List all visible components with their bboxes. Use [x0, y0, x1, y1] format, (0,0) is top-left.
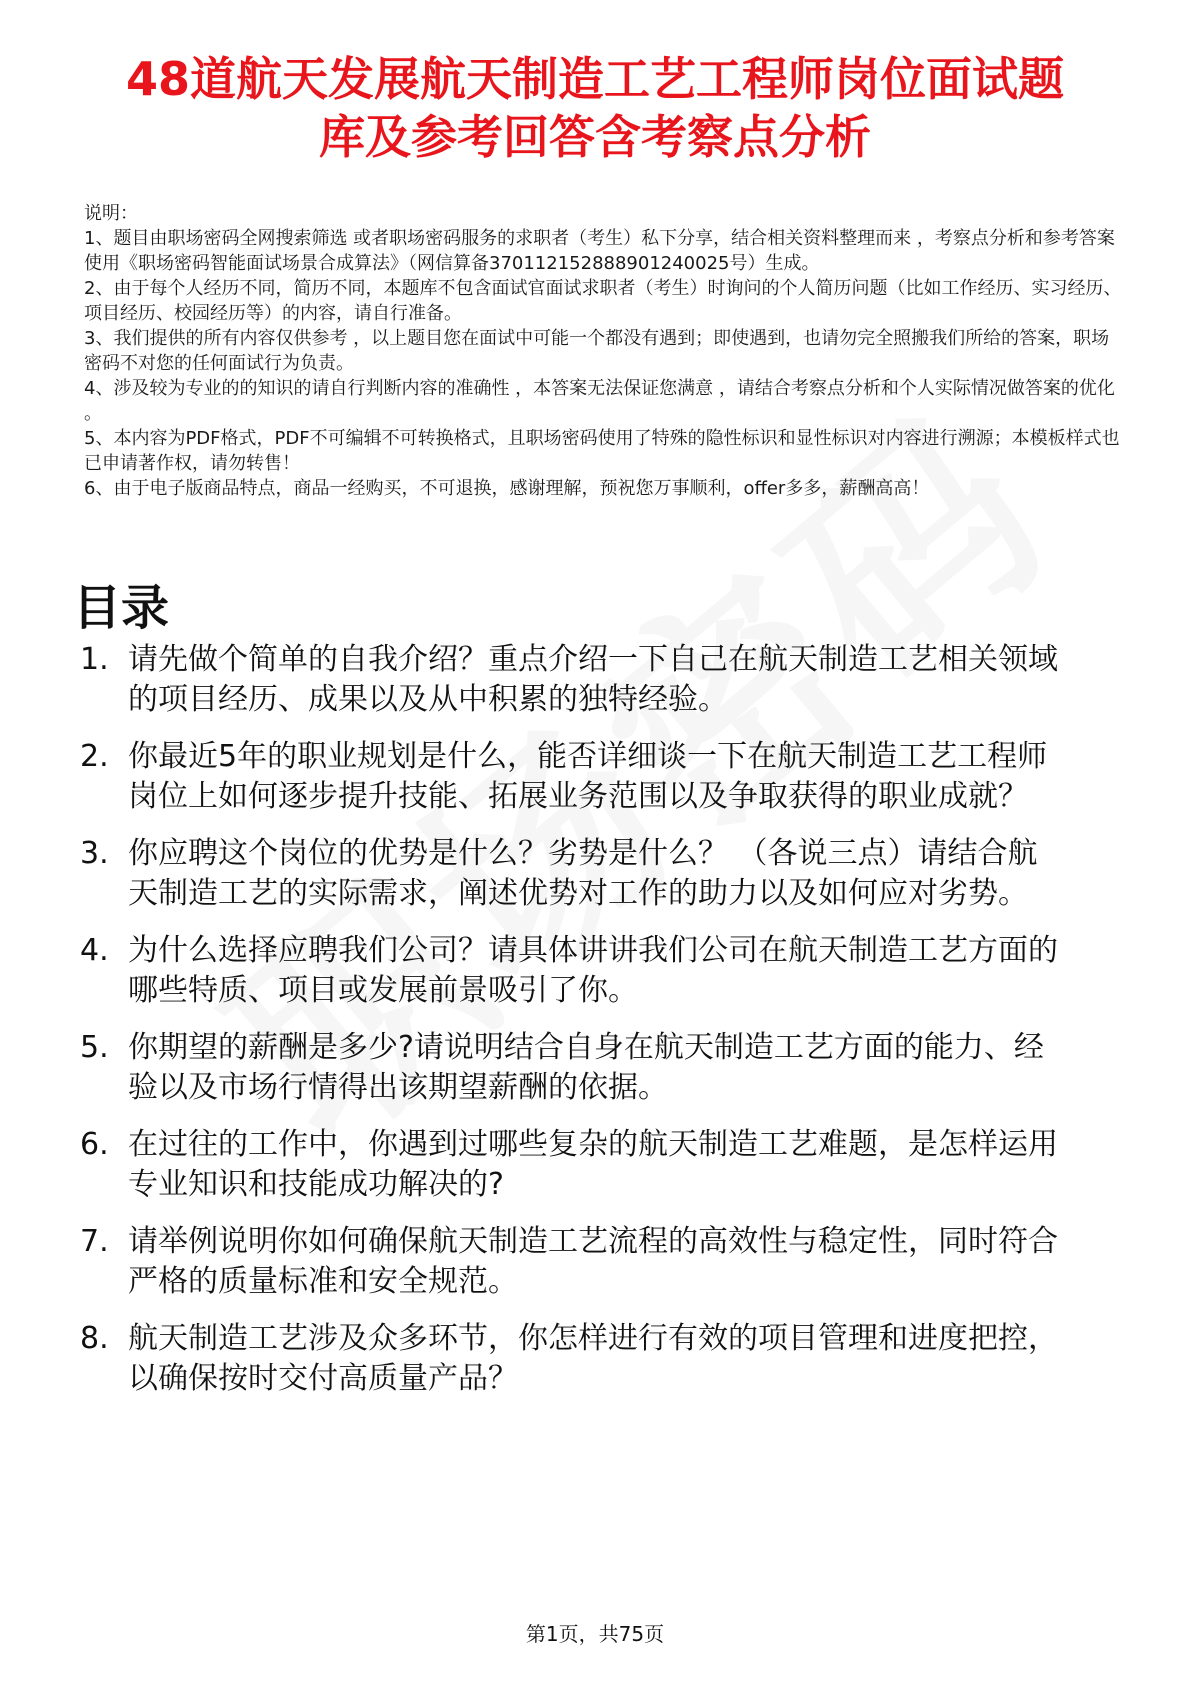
- toc-item-text: 为什么选择应聘我们公司？请具体讲讲我们公司在航天制造工艺方面的哪些特质、项目或发展前景吸引了你。: [128, 933, 1058, 1008]
- toc-item-number: 1.: [80, 642, 109, 677]
- document-title: [60, 50, 1130, 166]
- toc-item-text: 你最近5年的职业规划是什么，能否详细谈一下在航天制造工艺工程师岗位上如何逐步提升技能、拓展业务范围以及争取获得的职业成就？: [128, 739, 1048, 814]
- toc-item-number: 8.: [80, 1321, 109, 1356]
- toc-item[interactable]: [80, 640, 1140, 720]
- note-item-4: 4、涉及较为专业的的知识的请自行判断内容的准确性 ，本答案无法保证您满意 ，请结合考察点分析和个人实际情况做答案的优化 。: [84, 378, 1115, 424]
- note-item-1: 1、题目由职场密码全网搜索筛选 或者职场密码服务的求职者（考生）私下分享，结合相关资料整理而来 ，考察点分析和参考答案使用《职场密码智能面试场景合成算法》（网信算备370112152888901240025号）生成。: [84, 228, 1115, 274]
- toc-item-text: 请先做个简单的自我介绍？重点介绍一下自己在航天制造工艺相关领域的项目经历、成果以及从中积累的独特经验。: [128, 642, 1058, 717]
- toc-item-number: 6.: [80, 1127, 109, 1162]
- note-item-3: 3、我们提供的所有内容仅供参考 ，以上题目您在面试中可能一个都没有遇到；即使遇到，也请勿完全照搬我们所给的答案，职场密码不对您的任何面试行为负责。: [84, 328, 1110, 374]
- toc-item-text: 你应聘这个岗位的优势是什么？劣势是什么？ （各说三点）请结合航天制造工艺的实际需求，阐述优势对工作的助力以及如何应对劣势。: [128, 836, 1038, 911]
- toc-item[interactable]: [80, 931, 1140, 1011]
- toc-item[interactable]: [80, 1028, 1140, 1108]
- toc-list: [80, 640, 1140, 1416]
- notes-section: [84, 201, 1124, 501]
- toc-item-text: 你期望的薪酬是多少?请说明结合自身在航天制造工艺方面的能力、经验以及市场行情得出该期望薪酬的依据。: [128, 1030, 1044, 1105]
- toc-item-number: 2.: [80, 739, 109, 774]
- toc-item[interactable]: [80, 1222, 1140, 1302]
- toc-item[interactable]: [80, 834, 1140, 914]
- toc-item[interactable]: [80, 1125, 1140, 1205]
- notes-heading: 说明：: [84, 203, 138, 224]
- note-item-6: 6、由于电子版商品特点，商品一经购买，不可退换，感谢理解，预祝您万事顺利，offer多多，薪酬高高！: [84, 478, 930, 499]
- toc-item-text: 在过往的工作中，你遇到过哪些复杂的航天制造工艺难题，是怎样运用专业知识和技能成功解决的?: [128, 1127, 1058, 1202]
- toc-item-number: 5.: [80, 1030, 109, 1065]
- page-footer: 第1页，共75页: [525, 1622, 665, 1646]
- title-line-2: 库及参考回答含考察点分析: [319, 110, 871, 164]
- toc-item-number: 7.: [80, 1224, 109, 1259]
- toc-item-text: 请举例说明你如何确保航天制造工艺流程的高效性与稳定性，同时符合严格的质量标准和安全规范。: [128, 1224, 1058, 1299]
- toc-item[interactable]: [80, 737, 1140, 817]
- toc-item-number: 3.: [80, 836, 109, 871]
- toc-heading: 目录: [73, 580, 170, 636]
- note-item-5: 5、本内容为PDF格式，PDF不可编辑不可转换格式，且职场密码使用了特殊的隐性标识和显性标识对内容进行溯源；本模板样式也已申请著作权，请勿转售！: [84, 428, 1120, 474]
- title-line-1: 48道航天发展航天制造工艺工程师岗位面试题: [125, 52, 1064, 106]
- toc-item[interactable]: [80, 1319, 1140, 1399]
- toc-item-text: 航天制造工艺涉及众多环节，你怎样进行有效的项目管理和进度把控，以确保按时交付高质量产品？: [128, 1321, 1058, 1396]
- note-item-2: 2、由于每个人经历不同，简历不同，本题库不包含面试官面试求职者（考生）时询问的个人简历问题（比如工作经历、实习经历、项目经历、校园经历等）的内容，请自行准备。: [84, 278, 1122, 324]
- toc-item-number: 4.: [80, 933, 109, 968]
